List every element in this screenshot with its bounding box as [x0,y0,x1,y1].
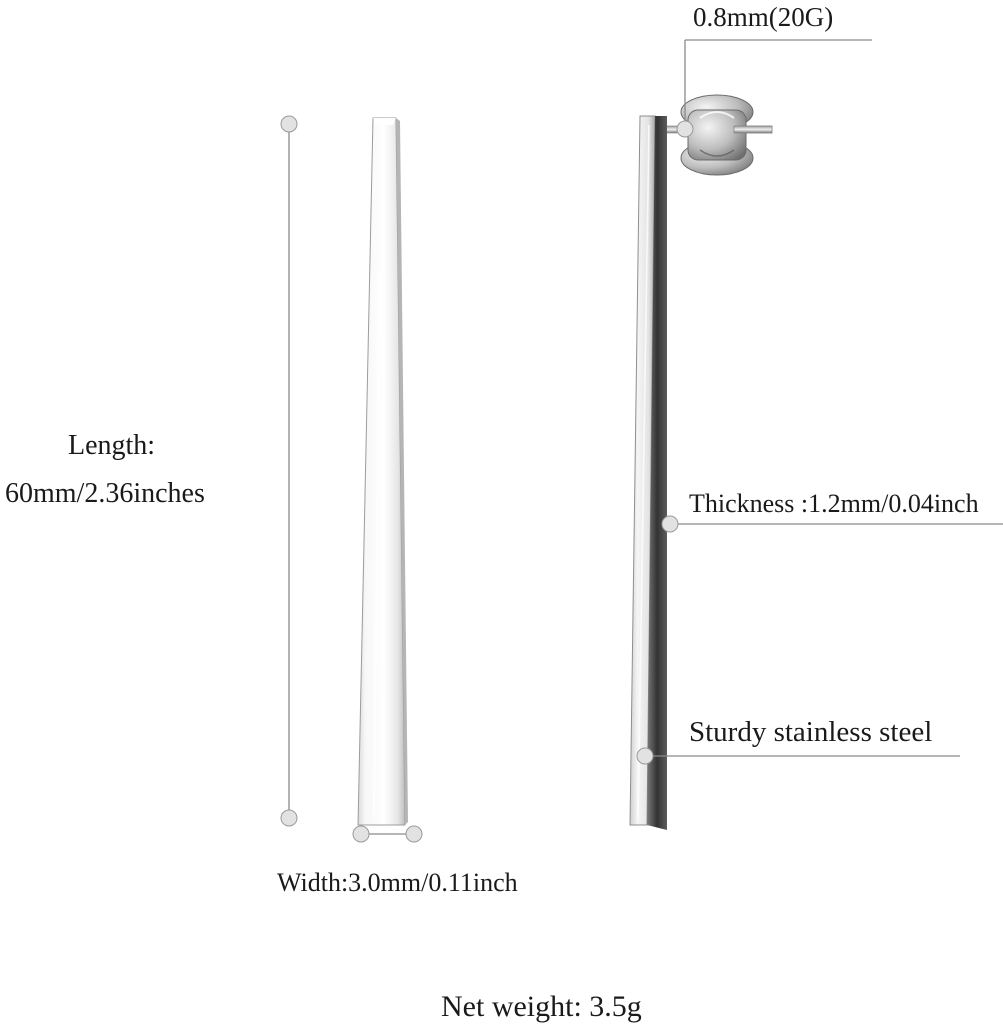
thickness-callout [662,516,1003,532]
bar-side-view [630,116,667,830]
weight-label: Net weight: 3.5g [441,990,642,1023]
bar-front-view [358,118,408,825]
length-top-marker [281,116,297,132]
gauge-label: 0.8mm(20G) [693,2,834,32]
length-bottom-marker [281,810,297,826]
gauge-marker [677,121,693,137]
thickness-label: Thickness :1.2mm/0.04inch [689,489,979,518]
length-value: 60mm/2.36inches [5,478,205,509]
width-right-marker [406,826,422,842]
thickness-marker [662,516,678,532]
material-marker [637,748,653,764]
earring-back-icon [662,95,772,175]
length-title: Length: [68,430,156,461]
material-label: Sturdy stainless steel [689,716,933,748]
length-dimension [281,116,297,826]
material-callout [637,748,960,764]
width-label: Width:3.0mm/0.11inch [277,868,518,897]
width-dimension [353,826,422,842]
width-left-marker [353,826,369,842]
